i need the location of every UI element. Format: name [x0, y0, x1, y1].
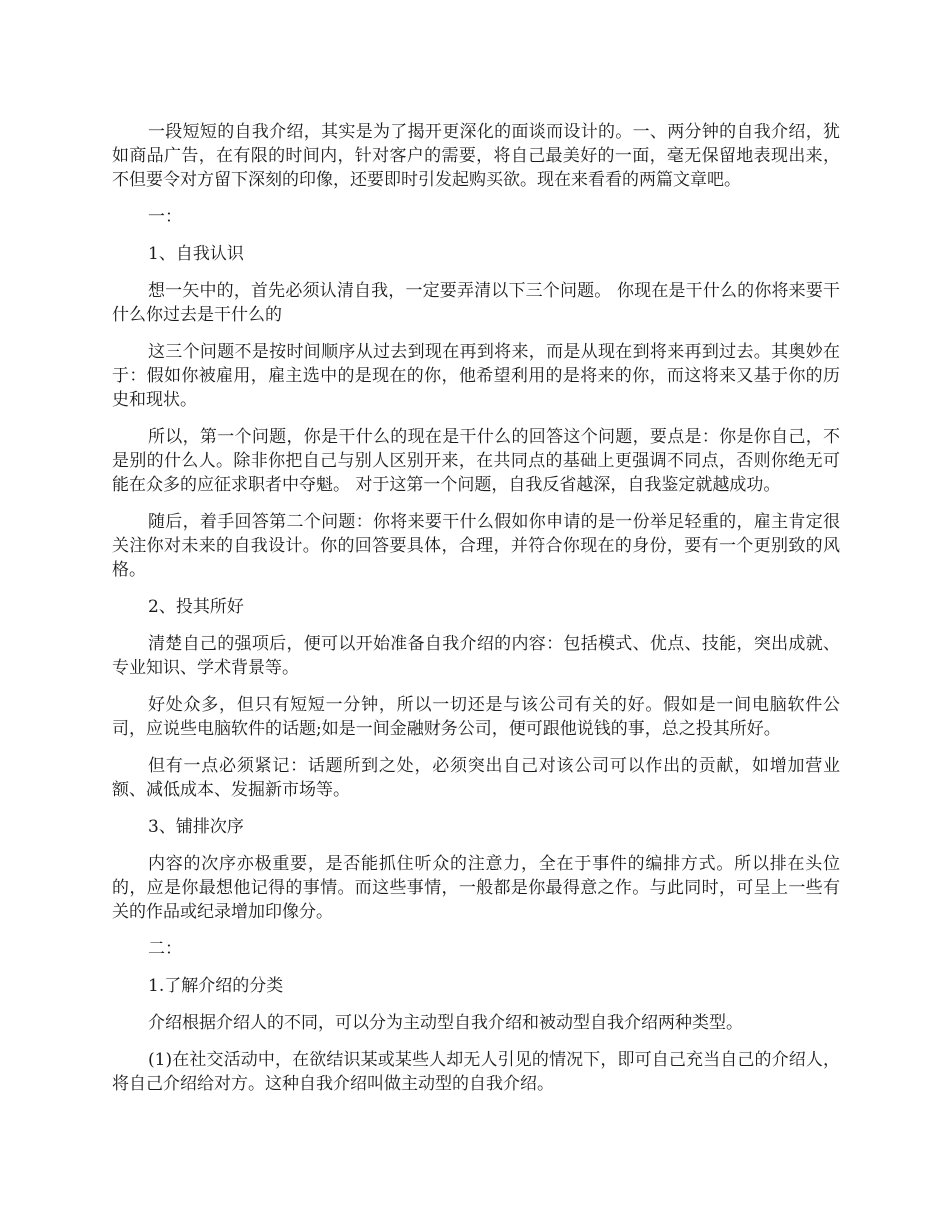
subheading-classification: 1.了解介绍的分类	[148, 976, 284, 996]
document-body	[112, 120, 840, 1109]
paragraph-three-questions: 想一矢中的，首先必须认清自我，一定要弄清以下三个问题。 你现在是干什么的你将来要干什么你过去是干什么的	[112, 281, 840, 325]
paragraph-ordering: 内容的次序亦极重要，是否能抓住听众的注意力，全在于事件的编排方式。所以排在头位的，应是你最想他记得的事情。而这些事情，一般都是你最得意之作。与此同时，可呈上一些有关的作品或纪录增加印像分。	[112, 854, 840, 922]
paragraph-strengths: 清楚自己的强项后，便可以开始准备自我介绍的内容：包括模式、优点、技能，突出成就、专业知识、学术背景等。	[112, 634, 840, 678]
subheading-ordering: 3、铺排次序	[148, 817, 244, 837]
paragraph-first-question: 所以，第一个问题，你是干什么的现在是干什么的回答这个问题，要点是：你是你自己，不是别的什么人。除非你把自己与别人区别开来，在共同点的基础上更强调不同点，否则你绝无可能在众多的应征求职者中夺魁。 对于这第一个问题，自我反省越深，自我鉴定就越成功。	[112, 427, 840, 495]
section-heading-one: 一：	[148, 207, 182, 227]
paragraph-intro: 一段短短的自我介绍，其实是为了揭开更深化的面谈而设计的。一、两分钟的自我介绍，犹如商品广告，在有限的时间内，针对客户的需要，将自己最美好的一面，毫无保留地表现出来，不但要令对方留下深刻的印像，还要即时引发起购买欲。现在来看看的两篇文章吧。	[112, 122, 840, 190]
paragraph-contribution: 但有一点必须紧记：话题所到之处，必须突出自己对该公司可以作出的贡献，如增加营业额、减低成本、发掘新市场等。	[112, 756, 840, 800]
paragraph-active-introduction: (1)在社交活动中，在欲结识某或某些人却无人引见的情况下，即可自己充当自己的介绍人，将自己介绍给对方。这种自我介绍叫做主动型的自我介绍。	[112, 1050, 840, 1094]
subheading-cater-to-interests: 2、投其所好	[148, 597, 244, 617]
subheading-self-knowledge: 1、自我认识	[148, 244, 244, 264]
section-heading-two: 二：	[148, 939, 182, 959]
paragraph-second-question: 随后，着手回答第二个问题：你将来要干什么假如你申请的是一份举足轻重的，雇主肯定很关注你对未来的自我设计。你的回答要具体，合理，并符合你现在的身份，要有一个更别致的风格。	[112, 512, 840, 580]
paragraph-relevance: 好处众多，但只有短短一分钟，所以一切还是与该公司有关的好。假如是一间电脑软件公司，应说些电脑软件的话题;如是一间金融财务公司，便可跟他说钱的事，总之投其所好。	[112, 695, 840, 739]
paragraph-classification: 介绍根据介绍人的不同，可以分为主动型自我介绍和被动型自我介绍两种类型。	[148, 1013, 743, 1033]
paragraph-question-order: 这三个问题不是按时间顺序从过去到现在再到将来，而是从现在到将来再到过去。其奥妙在于：假如你被雇用，雇主选中的是现在的你，他希望利用的是将来的你，而这将来又基于你的历史和现状。	[112, 342, 840, 410]
